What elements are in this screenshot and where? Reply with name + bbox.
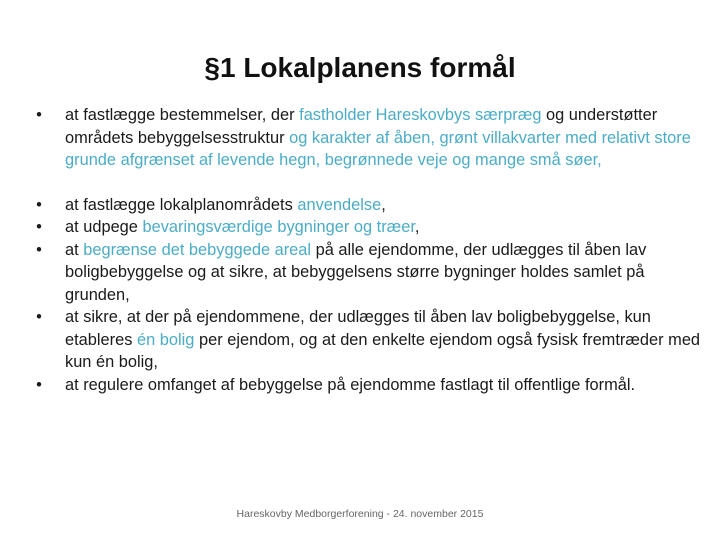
slide-title: §1 Lokalplanens formål <box>204 52 516 83</box>
bullet-text-segment: , <box>381 195 386 214</box>
bullet-dot-icon: • <box>36 106 42 124</box>
bullet-item <box>28 374 708 397</box>
bullet-dot-icon: • <box>36 195 42 214</box>
bullet-dot-icon: • <box>36 218 42 236</box>
bullet-text-segment: per ejendom, og at den enkelte ejendom også fysisk fremtræder med kun én bolig, <box>65 330 701 371</box>
bullet-text-segment: og understøtter områdets bebyggelsesstruktur <box>65 106 658 147</box>
bullet-text-segment: at udpege <box>65 218 143 236</box>
highlighted-text-segment: anvendelse <box>297 195 382 214</box>
bullet-text-segment: at <box>65 240 84 259</box>
bullet-text-segment: at fastlægge bestemmelser, der <box>65 106 300 124</box>
bullet-text-segment: , <box>414 218 420 236</box>
highlighted-text-segment: fastholder Hareskovbys særpræg <box>299 106 542 124</box>
highlighted-text-segment: bevaringsværdige bygninger og træer <box>142 218 415 236</box>
highlighted-text-segment: og karakter af åben, grønt villakvarter med relativt store grunde afgrænset af levende hegn, begrønnede veje og mange små søer, <box>65 128 691 169</box>
highlighted-text-segment: én bolig <box>136 330 195 349</box>
bullet-text-segment: at sikre, at der på ejendommene, der udlægges til åben lav boligbebyggelse, kun etableres <box>65 308 651 349</box>
bullet-text-segment: på alle ejendomme, der udlægges til åben lav boligbebyggelse og at sikre, at bebyggelsens større bygninger holdes samlet på grunden, <box>65 240 647 304</box>
bullet-item <box>28 306 708 374</box>
slide-footer: Hareskovby Medborgerforening - 24. november 2015 <box>236 508 484 520</box>
bullet-item <box>28 216 708 239</box>
bullet-item <box>28 239 708 307</box>
highlighted-text-segment: begrænse det bebyggede areal <box>83 240 312 259</box>
bullet-dot-icon: • <box>36 308 42 326</box>
bullet-item <box>28 194 708 217</box>
bullet-item <box>28 104 708 172</box>
bullet-text-segment: at fastlægge lokalplanområdets <box>65 195 298 214</box>
bullet-dot-icon: • <box>36 240 42 259</box>
bullet-dot-icon: • <box>36 375 42 394</box>
bullet-list <box>28 104 708 396</box>
bullet-text-segment: at regulere omfanget af bebyggelse på ejendomme fastlagt til offentlige formål. <box>65 375 636 394</box>
